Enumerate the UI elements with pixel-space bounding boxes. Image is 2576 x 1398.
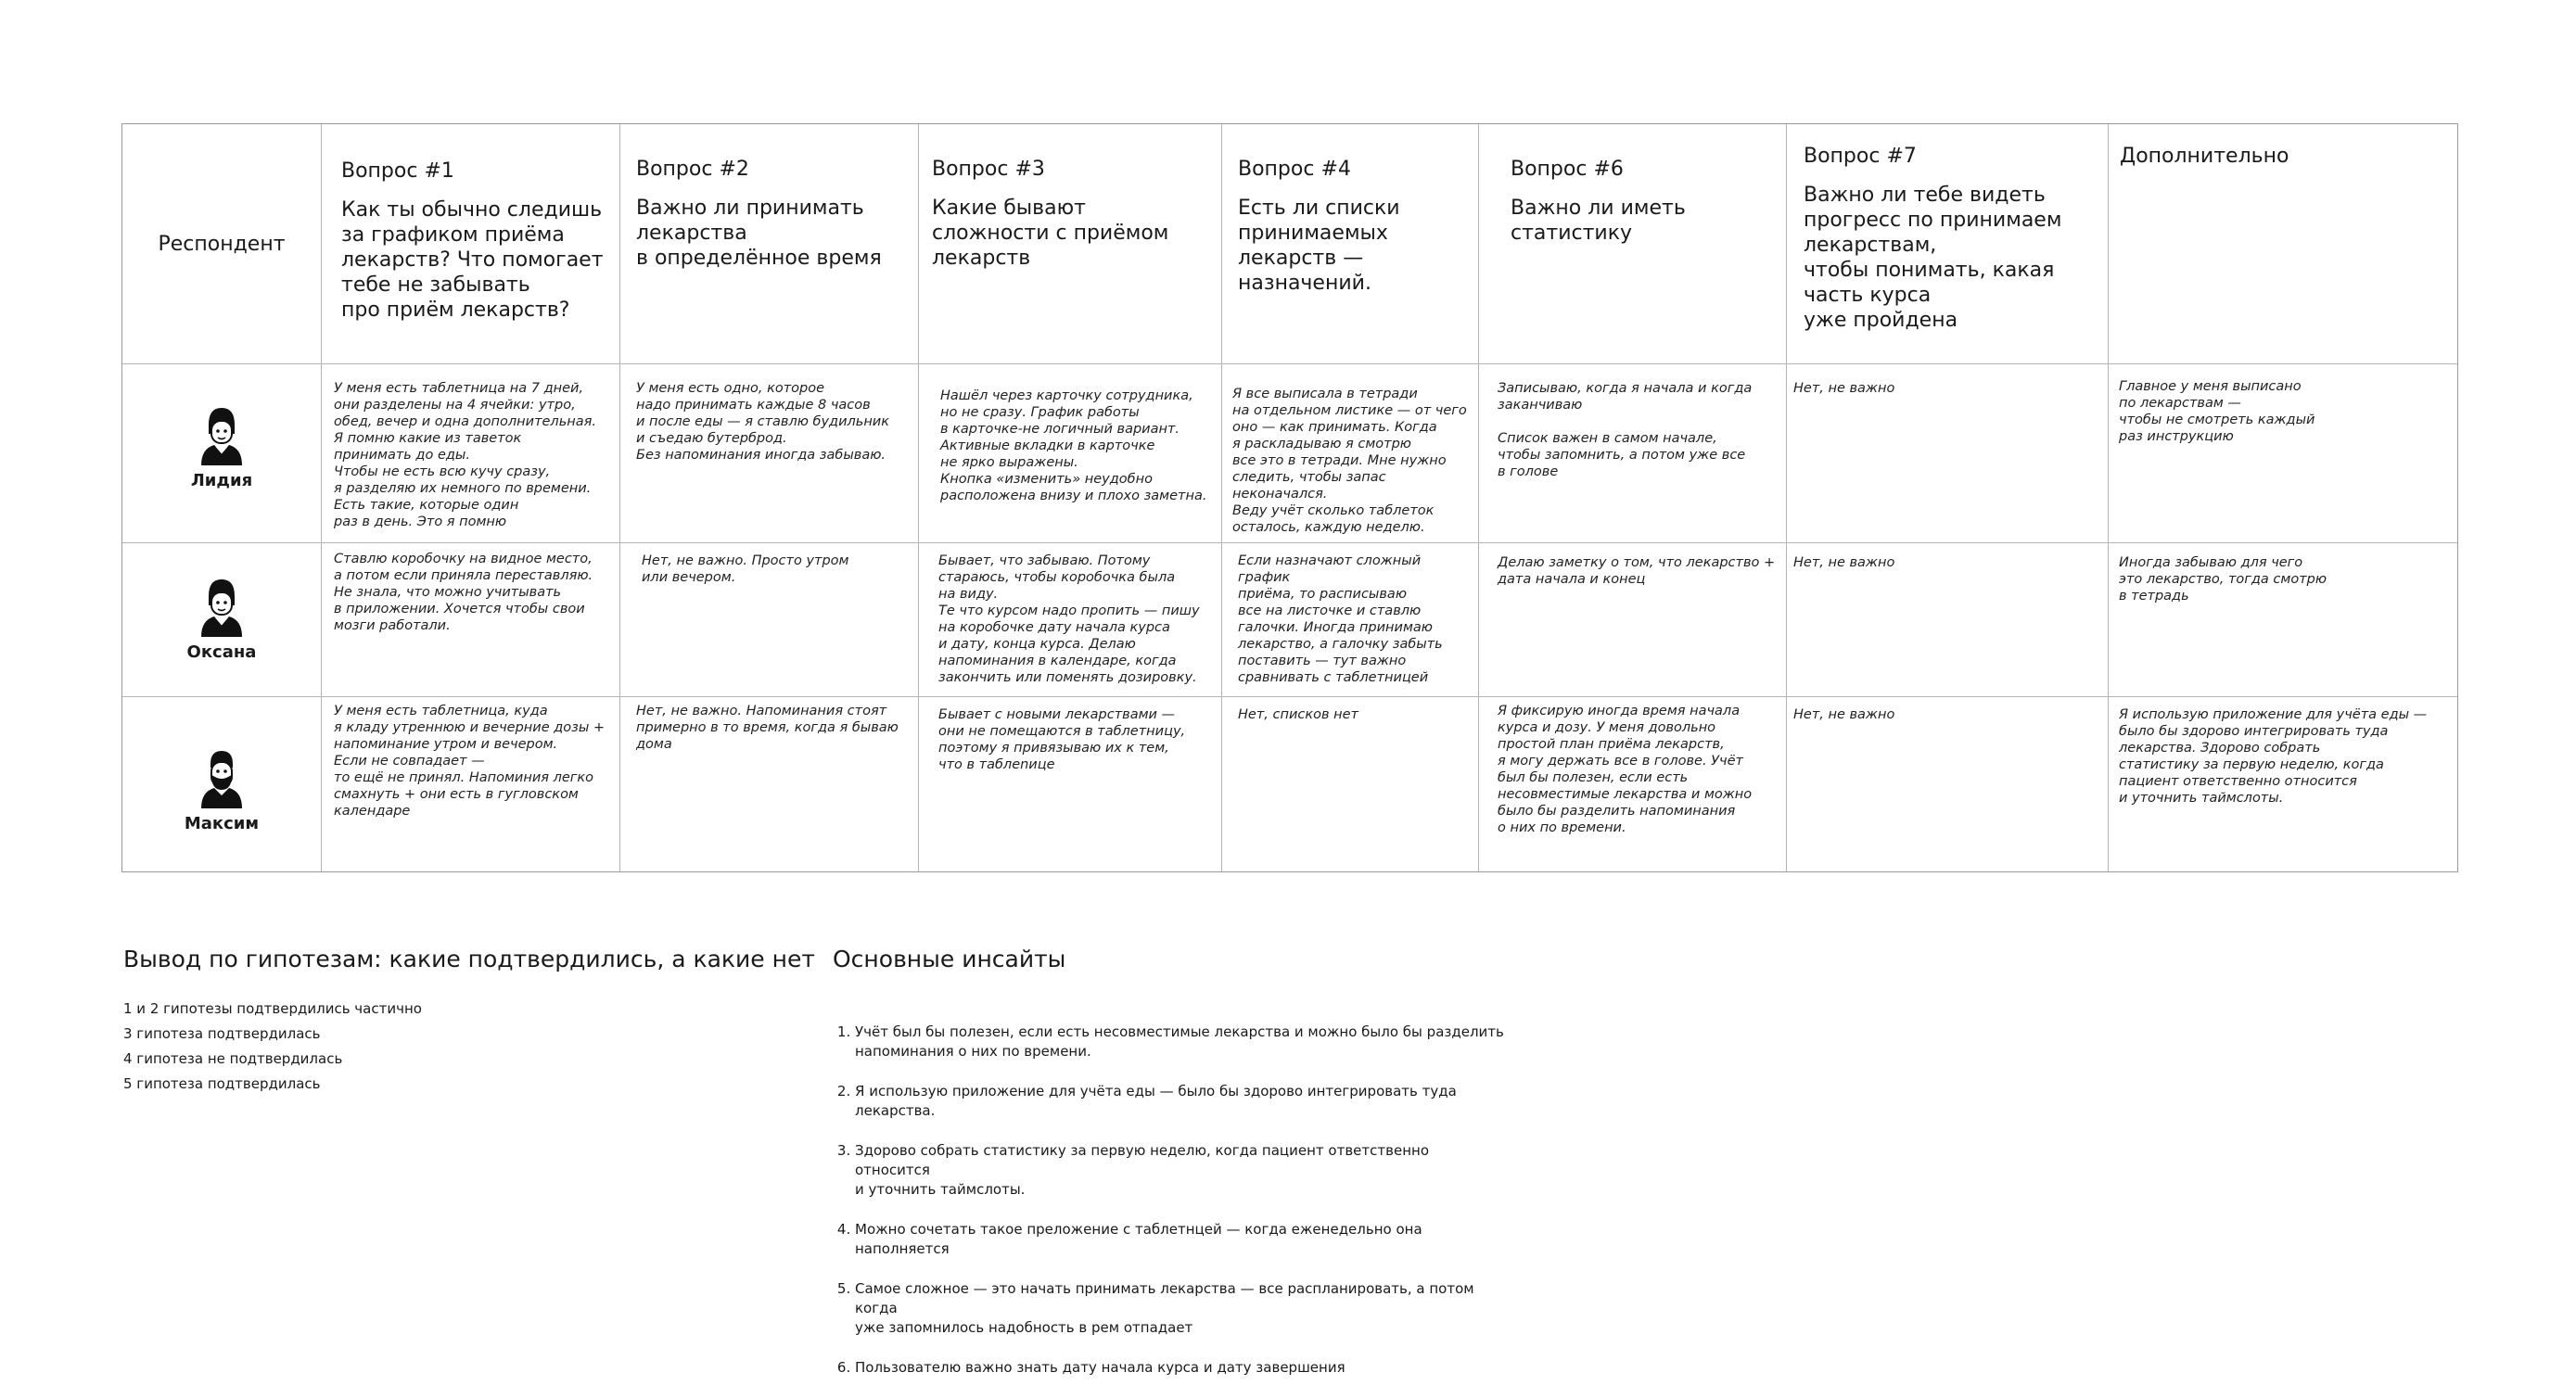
question-2-title: Вопрос #2 (636, 158, 749, 181)
row-divider (122, 542, 2457, 543)
question-1-text: Как ты обычно следишь за графиком приёма лекарств? Что помогает тебе не забывать про приём лекарств? (341, 198, 604, 322)
question-1-title: Вопрос #1 (341, 159, 454, 183)
answer-cell: Нет, не важно (1793, 555, 1895, 570)
column-divider (918, 124, 919, 871)
answer-cell: Бывает с новыми лекарствами — они не помещаются в таблетницу, поэтому я привязываю их к тем, что в таблеnице (938, 707, 1186, 772)
question-4-text: Есть ли списки принимаемых лекарств — назначений. (1238, 197, 1400, 295)
insights-title: Основные инсайты (833, 946, 1066, 972)
question-7-text: Важно ли тебе видеть прогресс по принимаем лекарствам, чтобы понимать, какая часть курса уже пройдена (1804, 184, 2062, 332)
hypotheses-list (123, 997, 422, 1097)
question-3-text: Какие бывают сложности с приёмом лекарств (932, 197, 1169, 270)
answer-cell: Делаю заметку о том, что лекарство + дата начала и конец (1498, 555, 1776, 587)
respondent-lidia (122, 402, 321, 490)
respondent-maxim (122, 745, 321, 833)
question-1-header (341, 159, 615, 323)
list-item: 4. Можно сочетать такое преложение с таблетнцей — когда еженедельно она наполняется (855, 1220, 1504, 1259)
question-2-header (636, 158, 910, 271)
question-6-text: Важно ли иметь статистику (1511, 197, 1686, 245)
question-7-title: Вопрос #7 (1804, 145, 1917, 168)
woman-avatar-icon (196, 574, 248, 639)
answer-cell: Иногда забываю для чего это лекарство, тогда смотрю в тетрадь (2119, 555, 2327, 604)
list-item: 6. Пользователю важно знать дату начала курса и дату завершения (855, 1358, 1504, 1378)
row-divider (122, 363, 2457, 364)
column-divider (1478, 124, 1479, 871)
answer-cell: Я фиксирую иногда время начала курса и дозу. У меня довольно простой план приёма лекарств, я могу держать все в голове. Учёт был бы полезен, если есть несовместимые лекарства и можно было бы разделить напоминания о них по времени. (1498, 704, 1753, 835)
woman-avatar-icon (196, 402, 248, 467)
list-item: 1 и 2 гипотезы подтвердились частично (123, 1000, 422, 1017)
column-divider (1786, 124, 1787, 871)
answer-cell: У меня есть таблетница на 7 дней, они разделены на 4 ячейки: утро, обед, вечер и одна дополнительная. Я помню какие из таветок принимать до еды. Чтобы не есть всю кучу сразу, я разделяю их немного по времени. Есть такие, которые один раз в день. Это я помню (334, 381, 596, 529)
answer-cell: У меня есть таблетница, куда я кладу утреннюю и вечерние дозы + напоминание утром и вечером. Если не совпадает — то ещё не принял. Напоминия легко смахнуть + они есть в гугловском календаре (334, 704, 606, 819)
list-item: 1. Учёт был бы полезен, если есть несовместимые лекарства и можно было бы разделить напоминания о них по времени. (855, 1023, 1504, 1061)
respondent-name: Оксана (186, 642, 257, 662)
answer-cell: У меня есть одно, которое надо принимать каждые 8 часов и после еды — я ставлю будильник и съедаю бутерброд. Без напоминания иногда забываю. (636, 381, 889, 463)
list-item: 3 гипотеза подтвердилась (123, 1025, 321, 1042)
list-item: 5. Самое сложное — это начать принимать лекарства — все распланировать, а потом когда уже запомнилось надобность в рем отпадает (855, 1279, 1504, 1338)
question-3-title: Вопрос #3 (932, 158, 1045, 181)
list-item: 2. Я использую приложение для учёта еды — было бы здорово интегрировать туда лекарства. (855, 1082, 1504, 1121)
question-4-header (1238, 158, 1474, 296)
column-divider (321, 124, 322, 871)
answer-cell: Я все выписала в тетради на отдельном листике — от чего оно — как принимать. Когда я раскладываю я смотрю все это в тетради. Мне нужно следить, чтобы запас неконачался. Веду учёт сколько таблеток осталось, каждую неделю. (1232, 387, 1467, 535)
bearded-man-avatar-icon (196, 745, 248, 810)
column-divider (1221, 124, 1222, 871)
answer-cell: Главное у меня выписано по лекарствам — чтобы не смотреть каждый раз инструкцию (2119, 379, 2315, 444)
respondent-name: Максим (184, 814, 260, 833)
question-7-header (1804, 145, 2105, 333)
hypotheses-title: Вывод по гипотезам: какие подтвердились, а какие нет (123, 946, 815, 972)
question-6-title: Вопрос #6 (1511, 158, 1624, 181)
answer-cell: Нет, не важно (1793, 707, 1895, 722)
question-4-title: Вопрос #4 (1238, 158, 1351, 181)
question-3-header (932, 158, 1215, 271)
question-2-text: Важно ли принимать лекарства в определённое время (636, 197, 882, 270)
answer-cell: Если назначают сложный график приёма, то расписываю все на листочке и ставлю галочки. Иногда принимаю лекарство, а галочку забыть поставить — тут важно сравнивать с таблетницей (1238, 553, 1443, 685)
question-6-header (1511, 158, 1779, 246)
answer-cell: Нет, не важно. Напоминания стоят примерно в то время, когда я бываю дома (636, 704, 899, 752)
answer-cell: Нет, списков нет (1238, 707, 1358, 722)
answer-cell: Я использую приложение для учёта еды — было бы здорово интегрировать туда лекарства. Здорово собрать статистику за первую неделю, когда пациент ответственно относится и уточнить таймслоты. (2119, 707, 2428, 806)
additional-title: Дополнительно (2120, 145, 2289, 168)
answer-cell: Бывает, что забываю. Потому стараюсь, чтобы коробочка была на виду. Те что курсом надо пропить — пишу на коробочке дату начала курса и дату, конца курса. Делаю напоминания в календаре, когда закончить или поменять дозировку. (938, 553, 1200, 685)
respondent-name: Лидия (190, 471, 253, 490)
research-table (121, 123, 2458, 872)
column-divider (619, 124, 620, 871)
list-item: 4 гипотеза не подтвердилась (123, 1050, 343, 1067)
column-divider (2108, 124, 2109, 871)
insights-list (833, 1003, 1504, 1398)
row-divider (122, 696, 2457, 697)
answer-cell: Нашёл через карточку сотрудника, но не сразу. График работы в карточке-не логичный вариант. Активные вкладки в карточке не ярко выражены. Кнопка «изменить» неудобно расположена внизу и плохо заметна. (940, 388, 1207, 503)
respondent-header: Респондент (158, 232, 286, 256)
answer-cell: Записываю, когда я начала и когда заканчиваю Список важен в самом начале, чтобы запомнить, а потом уже все в голове (1498, 381, 1753, 479)
additional-header (2120, 145, 2444, 183)
answer-cell: Нет, не важно (1793, 381, 1895, 396)
list-item: 3. Здорово собрать статистику за первую неделю, когда пациент ответственно относится и уточнить таймслоты. (855, 1141, 1504, 1200)
answer-cell: Ставлю коробочку на видное место, а потом если приняла переставляю. Не знала, что можно учитывать в приложении. Хочется чтобы свои мозги работали. (334, 552, 593, 633)
answer-cell: Нет, не важно. Просто утром или вечером. (642, 553, 849, 585)
list-item: 5 гипотеза подтвердилась (123, 1075, 321, 1092)
respondent-oksana (122, 574, 321, 662)
